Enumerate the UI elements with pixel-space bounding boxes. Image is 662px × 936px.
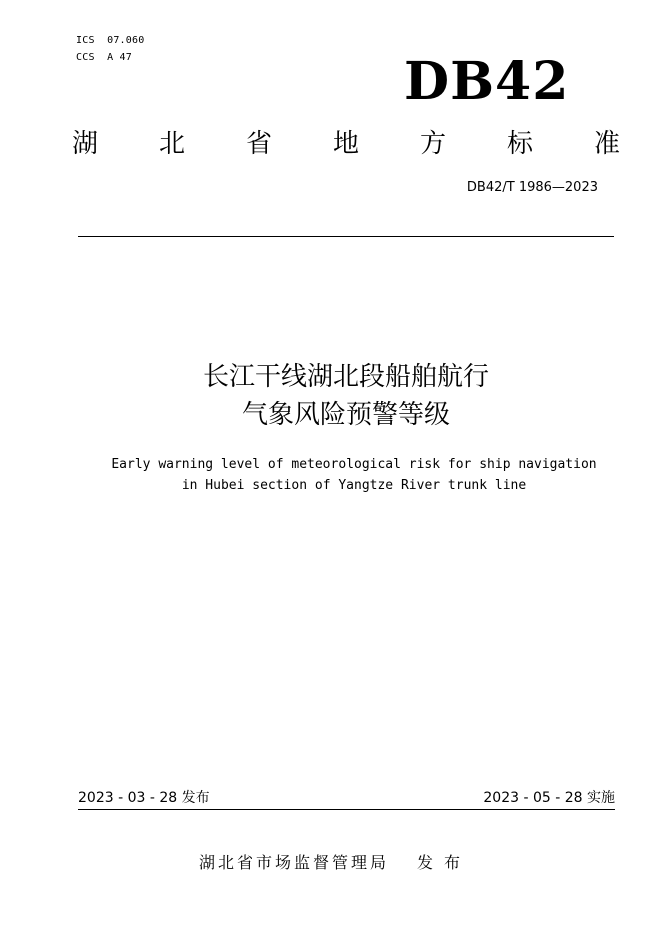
classification-codes <box>76 32 144 66</box>
standard-type-char: 准 <box>593 129 620 159</box>
english-title-line-1: Early warning level of meteorological risk for ship navigation <box>111 457 597 472</box>
standard-type-char: 省 <box>245 129 272 159</box>
issue-date: 2023 - 03 - 28 发布 <box>78 790 210 806</box>
standard-type-heading <box>70 124 622 164</box>
standard-number: DB42/T 1986—2023 <box>466 180 598 195</box>
standard-type-char: 标 <box>506 129 533 159</box>
chinese-title-line-2: 气象风险预警等级 <box>241 400 450 430</box>
issuer-action: 发 布 <box>416 853 464 872</box>
standard-type-char: 湖 <box>71 129 98 159</box>
issuer-line <box>0 850 662 876</box>
issuer-name: 湖北省市场监督管理局 <box>198 853 389 872</box>
chinese-title-line-1: 长江干线湖北段船舶航行 <box>202 362 489 392</box>
bottom-divider <box>78 809 615 810</box>
ccs-code: CCS A 47 <box>76 52 132 63</box>
standard-code-db42: DB42 <box>404 51 570 112</box>
english-title-line-2: in Hubei section of Yangtze River trunk line <box>181 478 527 493</box>
standard-type-char: 北 <box>158 129 185 159</box>
top-divider <box>78 236 614 237</box>
standard-type-char: 方 <box>419 129 446 159</box>
implementation-date: 2023 - 05 - 28 实施 <box>483 790 615 806</box>
standard-type-char: 地 <box>332 129 359 159</box>
chinese-title <box>0 358 662 434</box>
english-title <box>0 454 662 496</box>
ics-code: ICS 07.060 <box>76 35 145 46</box>
